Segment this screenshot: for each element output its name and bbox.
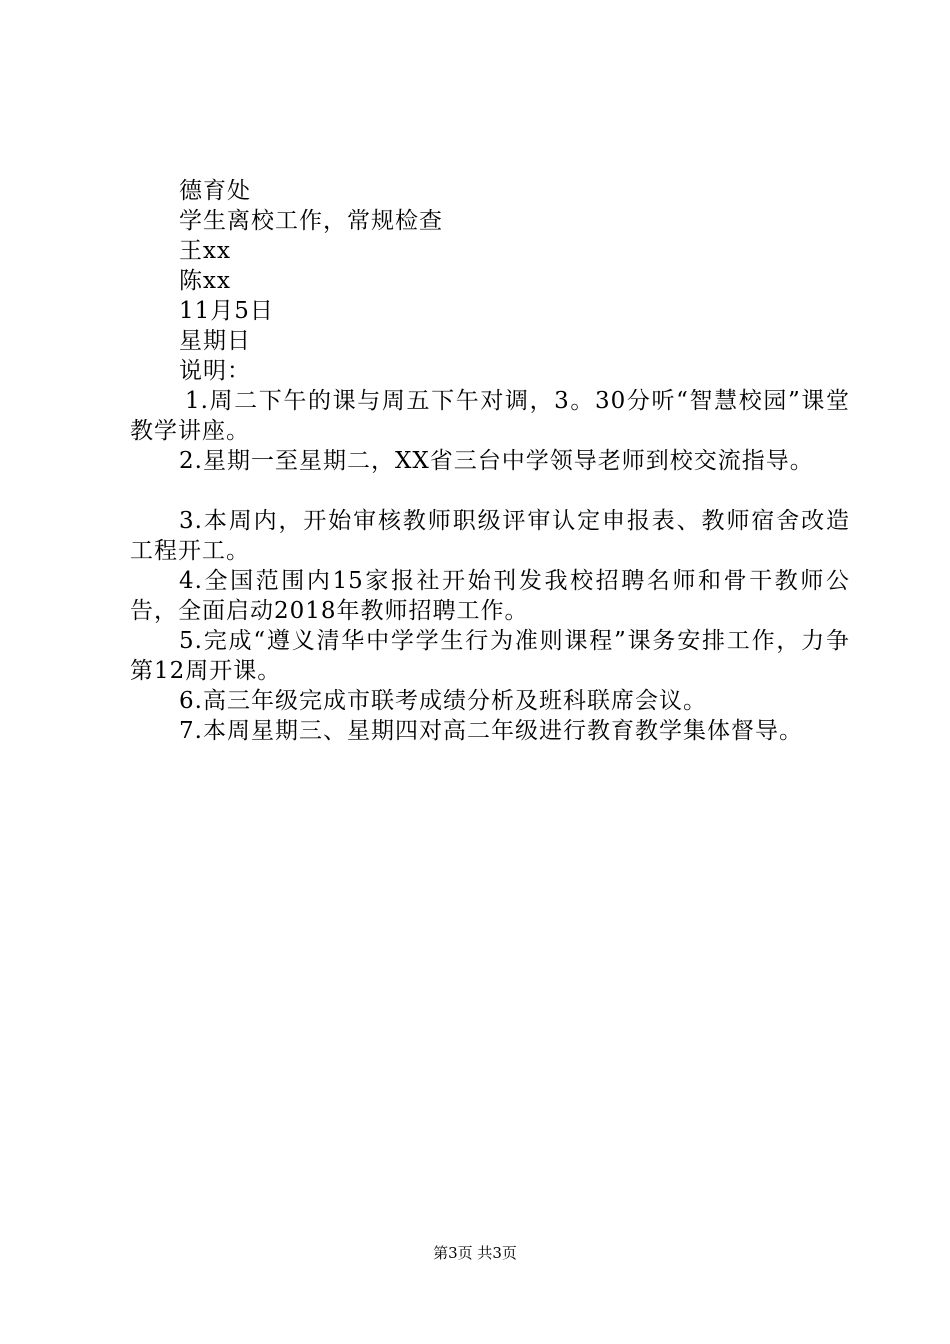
document-body [130, 176, 850, 746]
department-label: 德育处 [179, 178, 251, 204]
note-2: 2.星期一至星期二，XX省三台中学领导老师到校交流指导。 [179, 448, 814, 474]
work-item: 学生离校工作，常规检查 [179, 208, 443, 234]
note-4: 4.全国范围内15家报社开始刊发我校招聘名师和骨干教师公告，全面启动2018年教师招聘工作。 [130, 568, 850, 624]
weekday-label: 星期日 [179, 328, 251, 354]
note-3: 3.本周内，开始审核教师职级评审认定申报表、教师宿舍改造工程开工。 [130, 508, 850, 564]
note-6: 6.高三年级完成市联考成绩分析及班科联席会议。 [179, 688, 707, 714]
date-label: 11月5日 [179, 298, 274, 324]
paragraph-spacer [130, 476, 850, 506]
notes-heading: 说明： [179, 358, 251, 384]
person-name-2: 陈xx [179, 268, 231, 294]
note-5: 5.完成“遵义清华中学学生行为准则课程”课务安排工作，力争第12周开课。 [130, 628, 850, 684]
note-1: 1.周二下午的课与周五下午对调，3。30分听“智慧校园”课堂教学讲座。 [130, 388, 850, 444]
page-number-footer: 第3页 共3页 [433, 1244, 517, 1262]
person-name-1: 王xx [179, 238, 231, 264]
note-7: 7.本周星期三、星期四对高二年级进行教育教学集体督导。 [179, 718, 803, 744]
